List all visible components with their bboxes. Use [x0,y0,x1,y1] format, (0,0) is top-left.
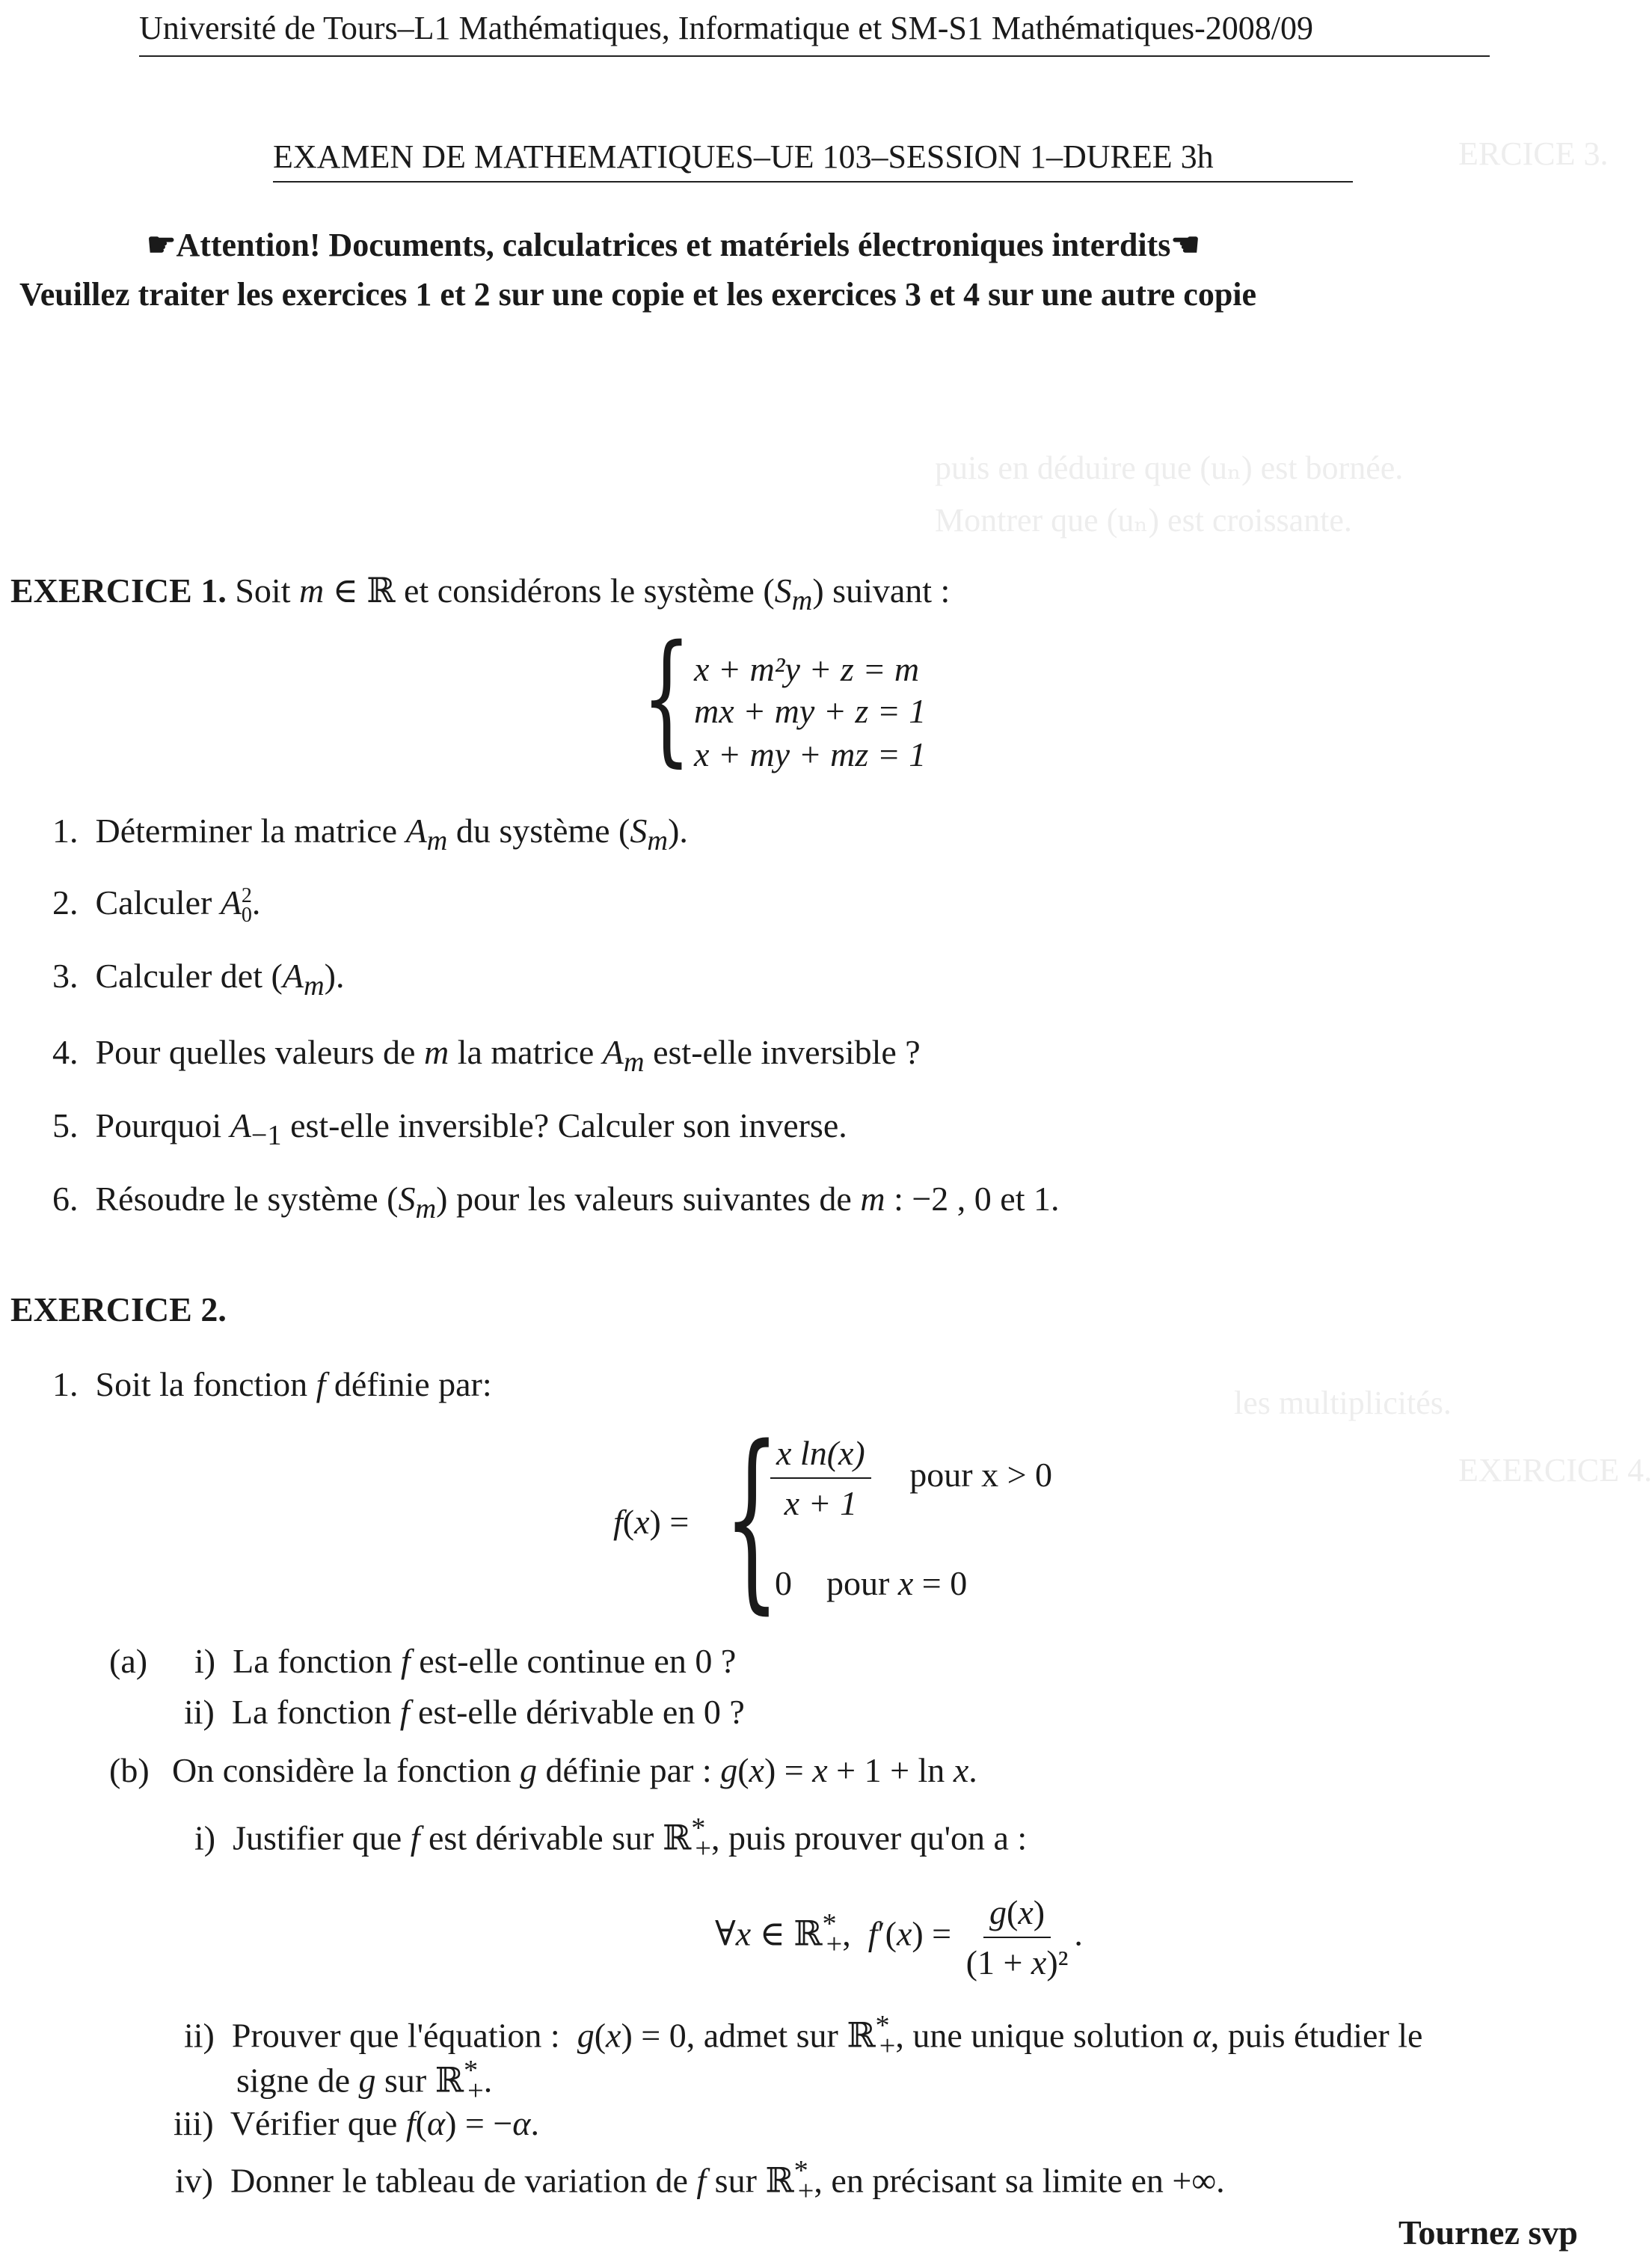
derivative-formula: ∀x ∈ ℝ*$_+$, f′(x) = $\frac{g(x)}{\text{(1 + x)²}}$ . [715,1893,1083,1981]
header-rule [139,55,1490,57]
piecewise-brace: { [724,1406,780,1631]
piecewise-lhs: f(x) = [613,1503,690,1541]
ex2-part-b-intro: On considère la fonction g définie par : g(x) = x + 1 + ln x. [172,1751,977,1789]
turn-page-note: Tournez svp [1398,2213,1578,2252]
university-header: Université de Tours–L1 Mathématiques, Informatique et SM-S1 Mathématiques-2008/09 [139,10,1314,46]
ex2-part-a-i: i) La fonction f est-elle continue en 0 ? [194,1642,737,1680]
warning-line: ☛Attention! Documents, calculatrices et matériels électroniques interdits☚ [147,227,1200,263]
bleed-through-text: ERCICE 3. [1458,135,1609,172]
ex2-part-b-ii-line1: ii) Prouver que l'équation : g(x) = 0, admet sur ℝ*$_+$, une unique solution α, puis étudier le [184,2010,1423,2062]
bleed-through-text: puis en déduire que (uₙ) est bornée. [935,450,1404,486]
ex2-part-a-ii: ii) La fonction f est-elle dérivable en 0 ? [184,1693,745,1731]
ex2-part-b-iii: iii) Vérifier que f(α) = −α. [174,2104,539,2142]
exercise1-intro: Soit m ∈ ℝ et considérons le système $(S_m)$ suivant : [235,571,951,617]
ex1-question-2: 2. Calculer A 2 0 . [52,883,261,928]
piecewise-case-1 [770,1433,1052,1523]
exercise1-heading: EXERCICE 1. [10,571,227,610]
system-brace: { [642,615,692,780]
ex1-question-3: 3. Calculer $\det (A_m)$. [52,957,345,1002]
ex2-part-b-i: i) Justifier que f est dérivable sur ℝ*$_+$, puis prouver qu'on a : [194,1812,1028,1864]
system-eq-3: x + my + mz = 1 [694,735,927,773]
bleed-through-text: Montrer que (uₙ) est croissante. [935,502,1352,539]
exam-title: EXAMEN DE MATHEMATIQUES–UE 103–SESSION 1–DUREE 3h [273,138,1214,175]
title-underline [273,181,1353,183]
piecewise-case-2: 0 pour x = 0 [775,1564,968,1602]
derivative-denominator: (1 + x)² [965,1943,1069,1981]
piecewise-case1-denominator: x + 1 [784,1484,858,1522]
bleed-through-text: EXERCICE 4. [1458,1452,1652,1489]
ex2-part-b-label: (b) [109,1751,150,1789]
copy-instruction: Veuillez traiter les exercices 1 et 2 sur une copie et les exercices 3 et 4 sur une autre copie [19,276,1257,313]
ex1-question-4: 4. Pour quelles valeurs de m la matrice $A_m$ est-elle inversible ? [52,1033,921,1079]
ex2-question-1: 1. Soit la fonction f définie par: [52,1365,492,1403]
system-eq-1: x + m²y + z = m [694,650,920,688]
derivative-numerator: g(x) [983,1892,1051,1938]
system-eq-2: mx + my + z = 1 [694,692,927,730]
pointing-hand-right-icon: ☚ [1170,227,1200,263]
ex1-question-5: 5. Pourquoi $A_{-1}$ est-elle inversible? Calculer son inverse. [52,1106,847,1152]
piecewise-case1-numerator: x ln(x) [770,1433,871,1479]
ex2-part-b-ii-line2: signe de g sur ℝ*$_+$. [236,2055,493,2106]
ex2-part-b-iv: iv) Donner le tableau de variation de f sur ℝ*$_+$, en précisant sa limite en +∞. [175,2155,1225,2207]
ex1-question-1: 1. Déterminer la matrice $A_m$ du système $(S_m)$. [52,812,688,857]
exercise2-heading: EXERCICE 2. [10,1290,227,1328]
ex1-question-6: 6. Résoudre le système $(S_m)$ pour les valeurs suivantes de m : −2 , 0 et 1. [52,1180,1060,1225]
pointing-hand-left-icon: ☛ [147,227,176,263]
piecewise-case1-condition: pour x > 0 [909,1455,1053,1494]
exercise1-intro-line [10,570,950,617]
bleed-through-text: les multiplicités. [1234,1385,1452,1421]
ex2-part-a-label: (a) [109,1642,148,1680]
